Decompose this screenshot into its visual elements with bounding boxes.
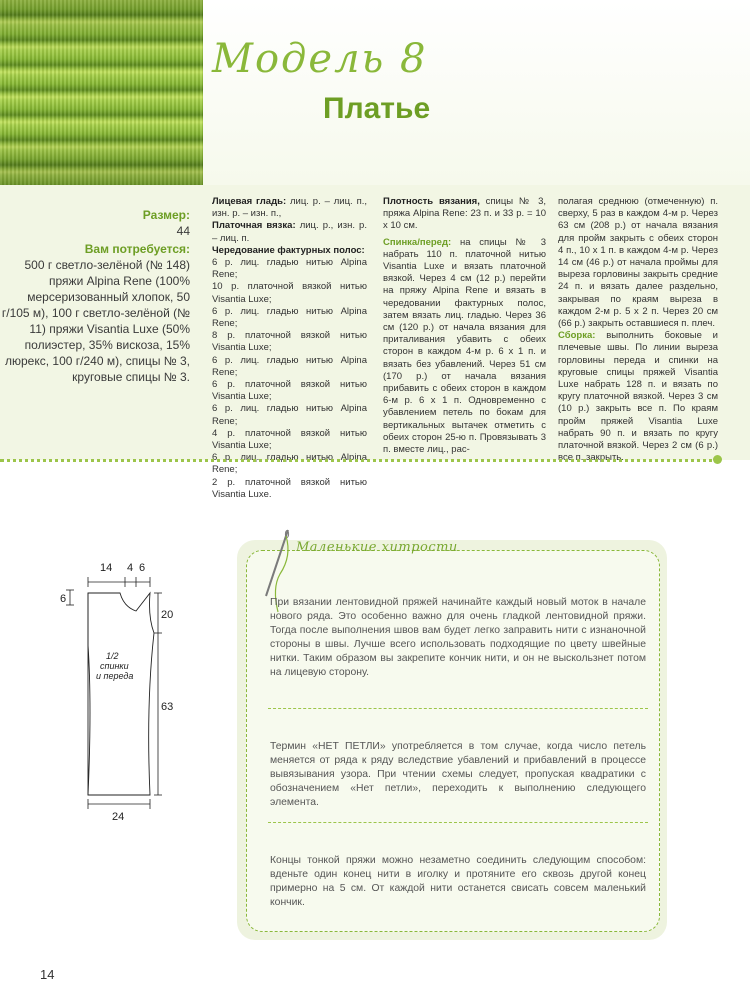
list-item: 10 р. платочной вязкой нитью Visantia Luxe; (212, 281, 367, 305)
dim-label-63: 63 (161, 701, 174, 713)
tip-separator (268, 708, 648, 709)
list-item: 4 р. платочной вязкой нитью Visantia Luxe; (212, 427, 367, 452)
tip-separator (268, 822, 648, 823)
tip-paragraph: Концы тонкой пряжи можно незаметно соединить следующим способом: вденьте один конец нити в иголку и протяните его сквозь другой конец примерно на 5 см. От каждой нити останется свисать совсем маленький кончик. (270, 855, 646, 908)
diagram-note-line1: 1/2 (106, 651, 119, 661)
list-item: Чередование фактурных полос: (212, 244, 365, 256)
specs-column (0, 207, 190, 385)
assembly-paragraph: Сборка: выполнить боковые и плечевые швы. По линии выреза горловины переда и спинки на круговые спицы пряжей Visantia Luxe набрать 128 п. и вязать по кругу платочной вязкой. Через 3 см (10 р.) закрыть все п. По краям пройм пряжей Visantia Luxe набрать 90 п. и вязать по кругу платочной вязкой. Через 2 см (6 р.) все п. закрыть. (558, 330, 718, 464)
list-item: 6 р. платочной вязкой нитью Visantia Luxe; (212, 379, 367, 403)
size-value: 44 (176, 224, 190, 238)
list-item: Платочная вязка: лиц. р., изн. р. – лиц. п. (212, 220, 367, 244)
size-label: Размер: (142, 208, 190, 222)
list-item: 8 р. платочной вязкой нитью Visantia Luxe; (212, 330, 367, 354)
materials-text: 500 г светло-зелёной (№ 148) пряжи Alpina Rene (100% мерсеризованный хлопок, 50 г/105 м), 100 г светло-зелёной (№ 11) пряжи Visantia Luxe (50% полиэстер, 35% вискоза, 15% люрекс, 100 г/240 м), спицы № 3, круговые спицы № 3. (1, 258, 190, 384)
divider-dot (713, 455, 722, 464)
page-number: 14 (40, 967, 55, 982)
dim-label-14: 14 (100, 562, 113, 574)
pattern-schematic (48, 555, 238, 830)
back-front-paragraph: Спинка/перед: на спицы № 3 набрать 110 п. платочной нитью Visantia Luxe и вязать платочной вязкой. Через 4 см (12 р.) перейти на пряжу Alpina Rene и вязать в чередовании фактурных полос, затем вязать лиц. гладью. Через 36 см (120 р.) от начала вязания для приталивания убавить с обеих сторон в каждом 4-м р. 6 х 1 п. и вязать без убавлений. Через 51 см (170 р.) от начала вязания прибавить с обеих сторон в каждом 6-м р. 6 х 1 п. Одновременно с убавлением петель по бокам для вертикальных вытачек отметить с обеих сторон 25-ю п. Провязывать 3 п. вместе лиц., рас- (383, 236, 546, 456)
tips-title: Маленькие хитрости (296, 540, 458, 555)
dim-label-4: 4 (127, 562, 134, 574)
diagram-note-line2: спинки (100, 661, 129, 671)
instructions-column-3 (558, 196, 718, 464)
density-paragraph: Плотность вязания, спицы № 3, пряжа Alpina Rene: 23 п. и 33 р. = 10 х 10 см. (383, 196, 546, 232)
swatch-shading (0, 0, 203, 185)
back-front-continued: полагая среднюю (отмеченную) п. сверху, 5 раз в каждом 4-м р. Через 63 см (208 р.) от начала вязания для пройм закрыть с обеих сторон 4 п., 10 х 1 п. в каждом 4-м р. Через 14 см (46 р.) от начала проймы для выреза горловины закрыть средние 24 п. и вязать далее раздельно, закрывая по краям выреза в каждом 2-м р. 5 х 2 п. Через 20 см (66 р.) закрыть оставшиеся п. плеч. (558, 196, 718, 330)
garment-outline (88, 593, 154, 795)
dim-label-left-6: 6 (60, 593, 67, 605)
dotted-divider (0, 459, 720, 462)
page-title: Платье (323, 92, 431, 125)
model-label: Модель 8 (212, 36, 428, 82)
materials-label: Вам потребуется: (84, 242, 190, 256)
list-item: 6 р. лиц. гладью нитью Alpina Rene; (212, 452, 367, 476)
instructions-column-1 (212, 196, 367, 501)
header-band (203, 0, 750, 185)
list-item: 6 р. лиц. гладью нитью Alpina Rene; (212, 257, 367, 281)
dim-label-24: 24 (112, 811, 125, 823)
list-item: 6 р. лиц. гладью нитью Alpina Rene; (212, 354, 367, 378)
list-item: Лицевая гладь: лиц. р. – лиц. п., изн. р. – изн. п., (212, 196, 367, 220)
list-item: 6 р. лиц. гладью нитью Alpina Rene; (212, 305, 367, 330)
tip-paragraph: При вязании лентовидной пряжей начинайте каждый новый моток в начале нового ряда. Это особенно важно для очень гладкой лентовидной пряжи. Тогда после выполнения швов вам будет легко заправить нити с изнаночной стороны в швы. Лучше всего использовать подходящие по цвету швейные нитки. Таким образом вы закрепите кончик нити, и он не выскользнет потом на лицевую сторону. (270, 597, 646, 678)
diagram-note-line3: и переда (96, 671, 134, 681)
list-item: 2 р. платочной вязкой нитью Visantia Luxe. (212, 476, 367, 500)
dim-label-6: 6 (139, 562, 146, 574)
list-item: 6 р. лиц. гладью нитью Alpina Rene; (212, 403, 367, 427)
dim-label-20: 20 (161, 609, 174, 621)
instructions-column-2 (383, 196, 546, 456)
tip-paragraph: Термин «НЕТ ПЕТЛИ» употребляется в том случае, когда число петель меняется от ряда к ряду вследствие убавлений и прибавлений в процессе вывязывания узора. При чтении схемы следует, пропуская квадратики с обозначением «Нет петли», переходить к выполнению следующего элемента. (270, 741, 646, 808)
pattern-diagram (48, 555, 238, 830)
